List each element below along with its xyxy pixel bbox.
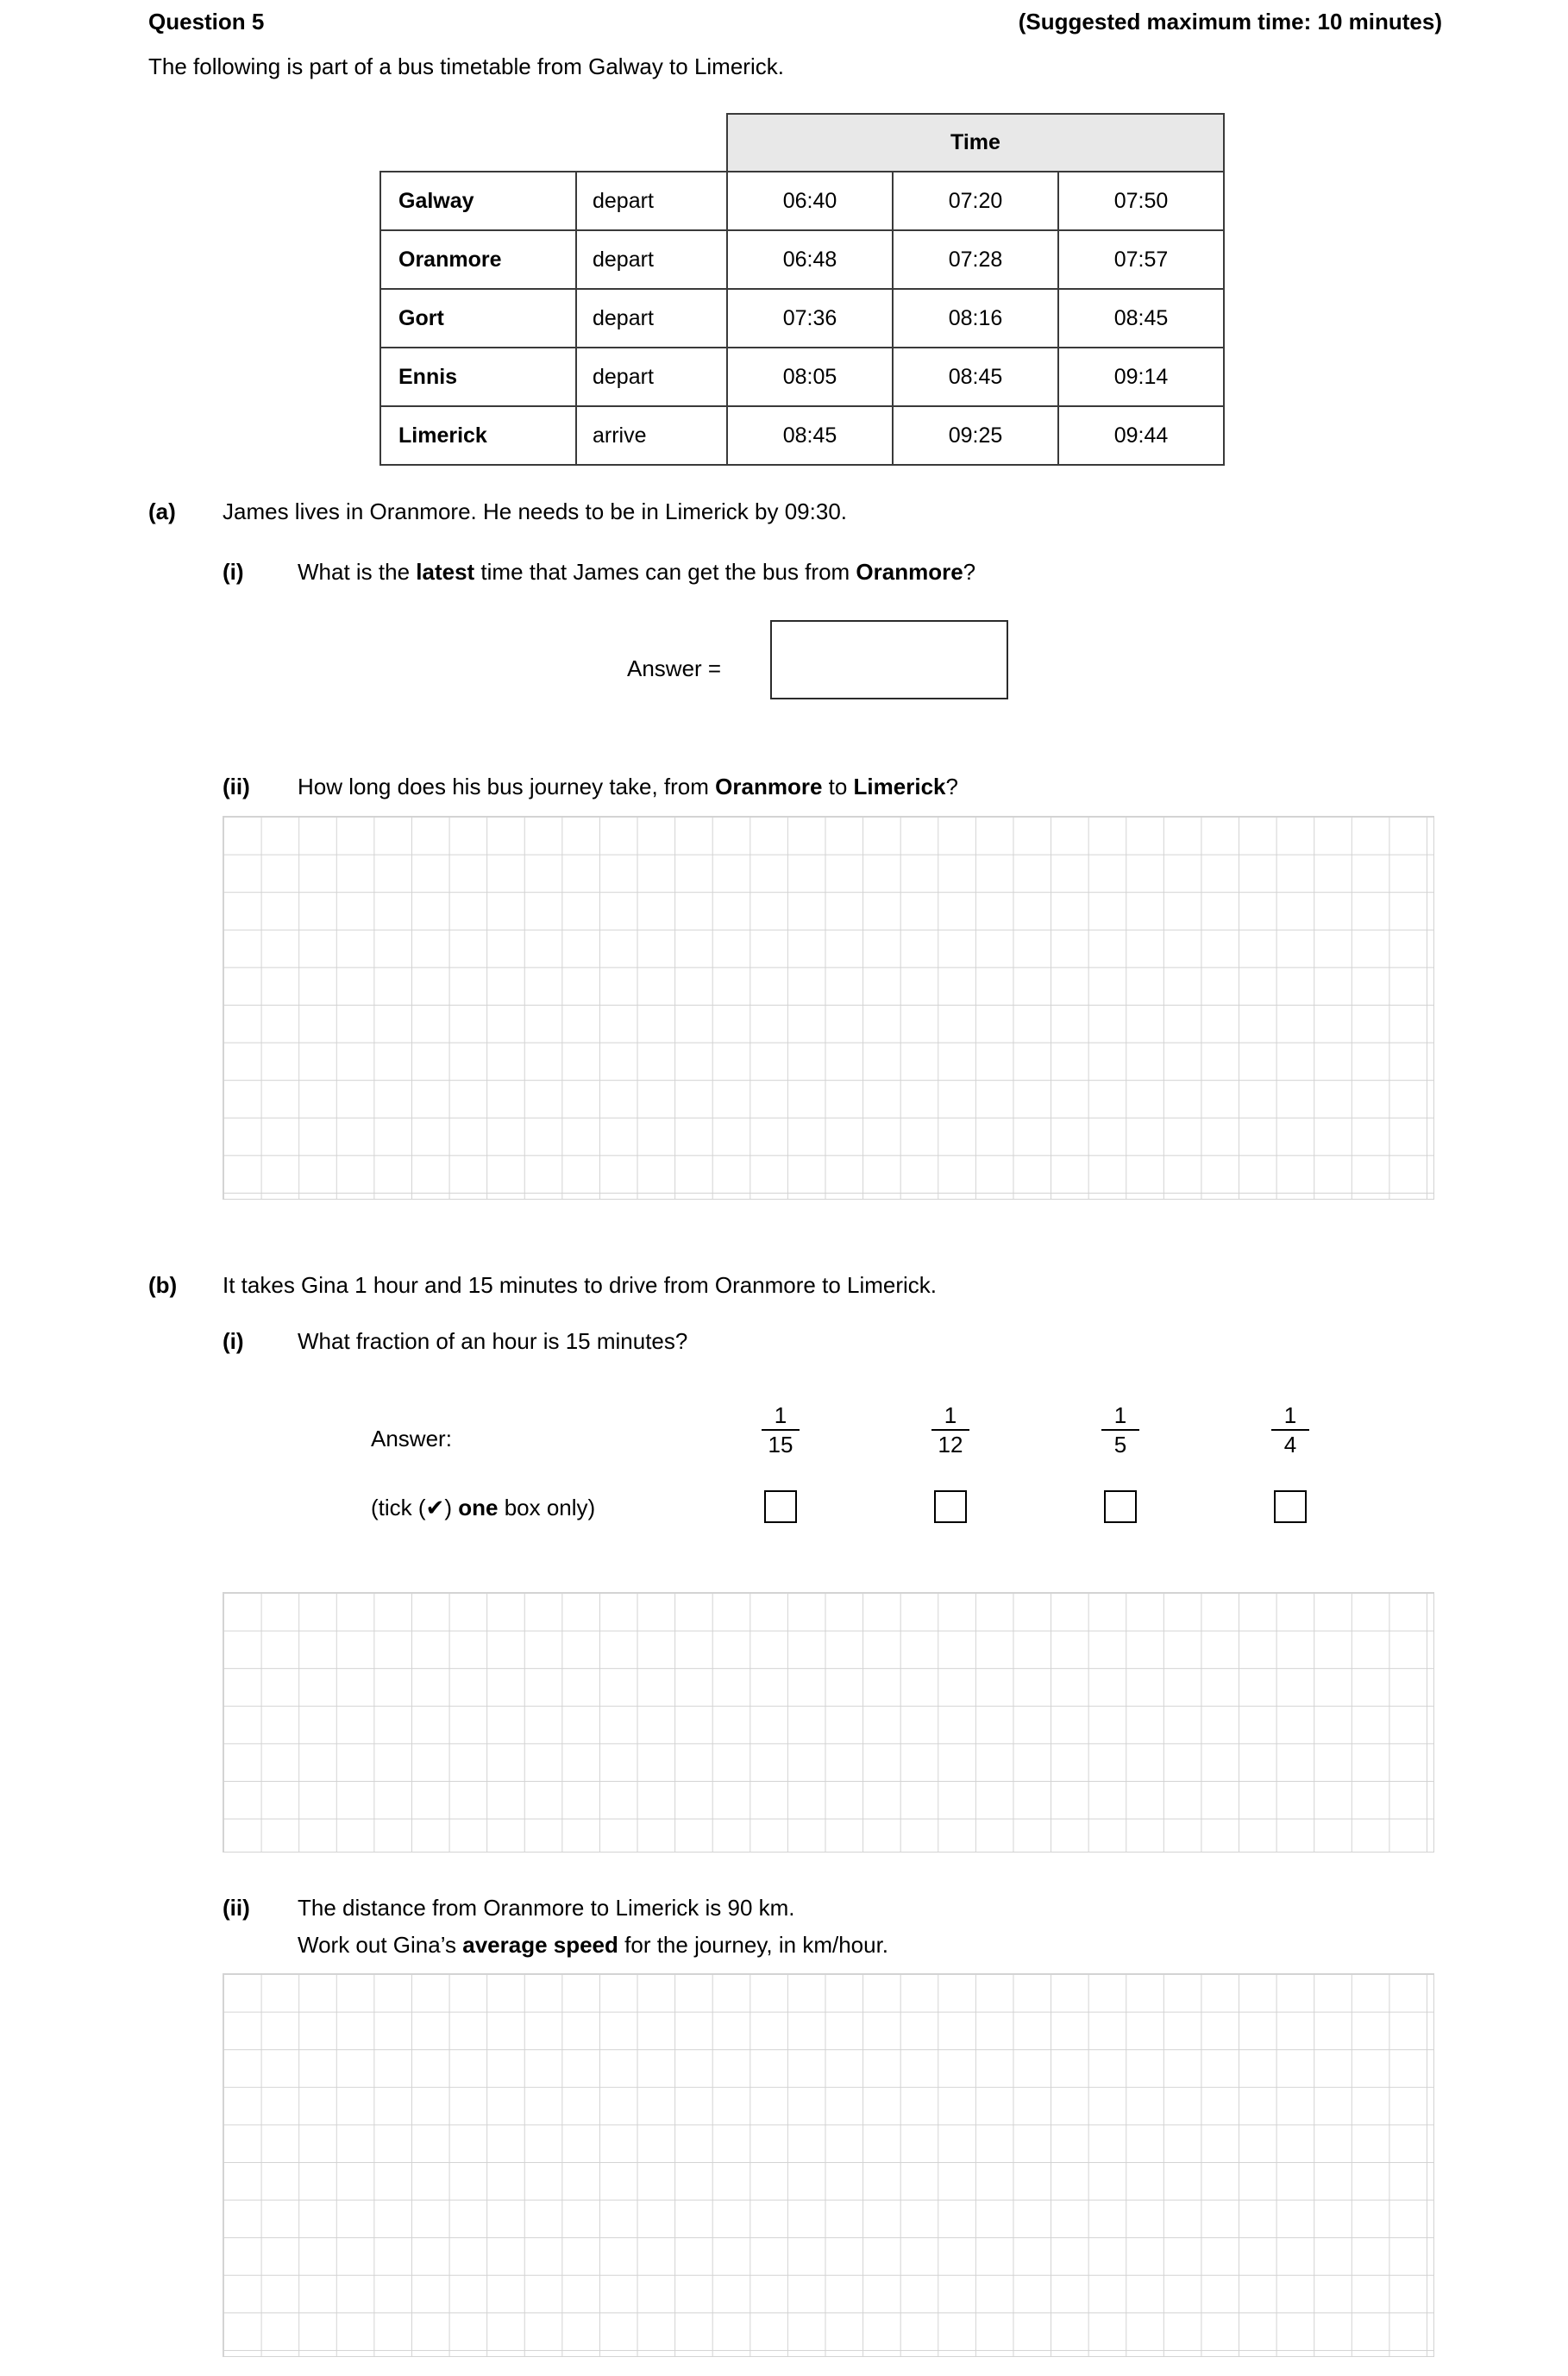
a-ii-bold-limerick: Limerick (853, 774, 946, 799)
suggested-time: (Suggested maximum time: 10 minutes) (1018, 9, 1442, 34)
row-time: 08:16 (893, 289, 1058, 348)
row-time: 07:20 (893, 172, 1058, 230)
part-a-i-label: (i) (223, 559, 244, 585)
fraction-denominator: 4 (1283, 1432, 1297, 1458)
row-time: 09:44 (1058, 406, 1224, 465)
a-ii-seg1: How long does his bus journey take, from (298, 774, 716, 799)
a-ii-bold-oranmore: Oranmore (715, 774, 823, 799)
row-time: 08:45 (893, 348, 1058, 406)
part-b-ii-label: (ii) (223, 1895, 250, 1921)
row-time: 07:28 (893, 230, 1058, 289)
fraction-option-3 (1090, 1404, 1151, 1458)
b-ii-bold-speed: average speed (462, 1932, 618, 1958)
fraction-option-2 (920, 1404, 981, 1458)
part-b-label: (b) (148, 1272, 178, 1298)
row-action: arrive (576, 406, 727, 465)
row-action: depart (576, 230, 727, 289)
part-a-label: (a) (148, 498, 176, 524)
question-number: Question 5 (148, 9, 265, 34)
fraction-option-4 (1260, 1404, 1320, 1458)
part-b-ii-line1: The distance from Oranmore to Limerick is 90 km. (298, 1895, 795, 1921)
row-time: 08:05 (727, 348, 893, 406)
tick-seg1: (tick ( (371, 1495, 426, 1520)
row-action: depart (576, 348, 727, 406)
fraction-numerator: 1 (774, 1402, 787, 1428)
fraction-numerator: 1 (944, 1402, 957, 1428)
tick-checkbox-1[interactable] (764, 1490, 797, 1523)
row-place: Oranmore (380, 230, 576, 289)
row-action: depart (576, 172, 727, 230)
working-grid-b-ii[interactable] (223, 1973, 1434, 2357)
row-place: Limerick (380, 406, 576, 465)
row-place: Ennis (380, 348, 576, 406)
answer-label-b-i: Answer: (371, 1426, 452, 1451)
answer-input-box-a-i[interactable] (770, 620, 1008, 699)
a-ii-seg3: ? (945, 774, 958, 799)
fraction-denominator: 12 (938, 1432, 963, 1458)
row-time: 09:25 (893, 406, 1058, 465)
header-spacer-action (576, 114, 727, 172)
row-time: 07:57 (1058, 230, 1224, 289)
tick-checkbox-2[interactable] (934, 1490, 967, 1523)
row-place: Galway (380, 172, 576, 230)
working-grid-b-i[interactable] (223, 1592, 1434, 1853)
row-place: Gort (380, 289, 576, 348)
table-row (380, 230, 1224, 289)
part-a-i-text (298, 559, 975, 586)
a-ii-seg2: to (822, 774, 854, 799)
row-time: 08:45 (1058, 289, 1224, 348)
tick-seg2: ) (444, 1495, 459, 1520)
fraction-numerator: 1 (1283, 1402, 1297, 1428)
table-row (380, 348, 1224, 406)
part-b-ii-line2 (298, 1932, 888, 1959)
b-ii-seg1: Work out Gina’s (298, 1932, 463, 1958)
tick-bold-one: one (458, 1495, 499, 1520)
answer-label-a-i: Answer = (627, 655, 722, 681)
check-icon: ✔ (425, 1495, 445, 1520)
row-time: 09:14 (1058, 348, 1224, 406)
row-time: 07:50 (1058, 172, 1224, 230)
row-time: 06:48 (727, 230, 893, 289)
row-action: depart (576, 289, 727, 348)
fraction-denominator: 5 (1113, 1432, 1127, 1458)
b-ii-seg2: for the journey, in km/hour. (618, 1932, 889, 1958)
a-i-seg2: time that James can get the bus from (474, 559, 856, 585)
tick-checkbox-4[interactable] (1274, 1490, 1307, 1523)
intro-text: The following is part of a bus timetable from Galway to Limerick. (148, 53, 784, 79)
tick-instruction (371, 1495, 595, 1521)
part-a-ii-label: (ii) (223, 774, 250, 799)
table-header-row (380, 114, 1224, 172)
row-time: 06:40 (727, 172, 893, 230)
a-i-bold-oranmore: Oranmore (856, 559, 963, 585)
fraction-numerator: 1 (1113, 1402, 1127, 1428)
a-i-bold-latest: latest (416, 559, 475, 585)
fraction-denominator: 15 (768, 1432, 793, 1458)
table-row (380, 406, 1224, 465)
fraction-option-1 (750, 1404, 811, 1458)
row-time: 07:36 (727, 289, 893, 348)
part-a-ii-text (298, 774, 958, 800)
page-header (148, 9, 1442, 35)
row-time: 08:45 (727, 406, 893, 465)
part-a-stem: James lives in Oranmore. He needs to be in Limerick by 09:30. (223, 498, 848, 524)
table-row (380, 289, 1224, 348)
tick-seg3: box only) (498, 1495, 596, 1520)
bus-timetable (379, 113, 1225, 466)
table-row (380, 172, 1224, 230)
header-spacer-place (380, 114, 576, 172)
a-i-seg3: ? (963, 559, 976, 585)
a-i-seg1: What is the (298, 559, 417, 585)
working-grid-a-ii[interactable] (223, 816, 1434, 1200)
part-b-i-text: What fraction of an hour is 15 minutes? (298, 1328, 688, 1354)
part-b-i-label: (i) (223, 1328, 244, 1354)
time-header: Time (727, 114, 1224, 172)
tick-checkbox-3[interactable] (1104, 1490, 1137, 1523)
part-b-stem: It takes Gina 1 hour and 15 minutes to drive from Oranmore to Limerick. (223, 1272, 938, 1298)
